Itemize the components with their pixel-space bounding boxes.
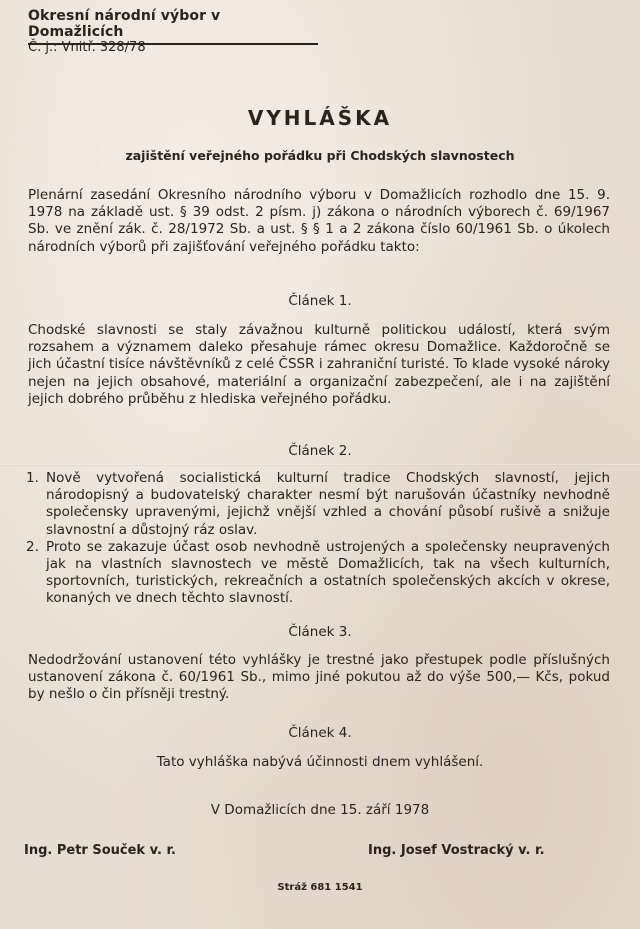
article-2-list (26, 470, 610, 608)
reference-number: Č. j.: Vnitř. 328/78 (28, 40, 146, 55)
list-item (26, 539, 610, 608)
article-1-text: Chodské slavnosti se staly závažnou kulturně politickou událostí, která svým rozsahem a významem daleko přesahuje rámec okresu Domažlice. Každoročně se jich účastní tisíce návštěvníků z celé ČSSR i zahraniční turisté. To klade vysoké nároky nejen na jejich obsahové, materiální a organizační zabezpečení, ale i na zajištění jejich dobrého průběhu z hlediska veřejného pořádku. (28, 322, 610, 407)
list-item-number: 1. (26, 470, 39, 486)
place-and-date: V Domažlicích dne 15. září 1978 (210, 802, 430, 818)
article-3-heading: Článek 3. (288, 624, 352, 640)
list-item (26, 470, 610, 539)
paper-fold-line (0, 464, 640, 466)
list-item-number: 2. (26, 538, 39, 555)
article-4-heading: Článek 4. (288, 725, 352, 741)
signature-left: Ing. Petr Souček v. r. (24, 843, 176, 858)
document-subtitle: zajištění veřejného pořádku při Chodských slavnostech (125, 148, 515, 163)
document-title: VYHLÁŠKA (247, 106, 393, 130)
intro-paragraph: Plenární zasedání Okresního národního výboru v Domažlicích rozhodlo dne 15. 9. 1978 na základě ust. § 39 odst. 2 písm. j) zákona o národních výborech č. 69/1967 Sb. ve znění zák. č. 28/1972 Sb. a ust. § § 1 a 2 zákona číslo 60/1961 Sb. o úkolech národních výborů při zajišťování veřejného pořádku takto: (28, 187, 610, 255)
signature-right: Ing. Josef Vostracký v. r. (368, 843, 545, 858)
article-4-text: Tato vyhláška nabývá účinnosti dnem vyhlášení. (156, 754, 484, 770)
list-item-text: Nově vytvořená socialistická kulturní tradice Chodských slavností, jejich národopisný a budovatelský charakter nesmí být narušován účastníky nevhodně společensky upravenými, jejichž vnější vzhled a chování působí rušivě a snižuje slavnostní a důstojný ráz oslav. (46, 470, 610, 538)
issuing-authority: Okresní národní výbor v Domažlicích (28, 8, 318, 45)
list-item-text: Proto se zakazuje účast osob nevhodně ustrojených a společensky neupravených jak na vlastních slavnostech ve městě Domažlicích, tak na všech kulturních, sportovních, turistických, rekreačních a ostatních společenských akcích v okrese, konaných ve dnech těchto slavností. (46, 538, 610, 607)
printer-imprint: Stráž 681 1541 (277, 882, 363, 893)
article-1-heading: Článek 1. (288, 293, 352, 309)
article-3-text: Nedodržování ustanovení této vyhlášky je trestné jako přestupek podle příslušných ustanovení zákona č. 60/1961 Sb., mimo jiné pokutou až do výše 500,— Kčs, pokud by nešlo o čin přísněji trestný. (28, 652, 610, 703)
article-2-heading: Článek 2. (288, 443, 352, 459)
